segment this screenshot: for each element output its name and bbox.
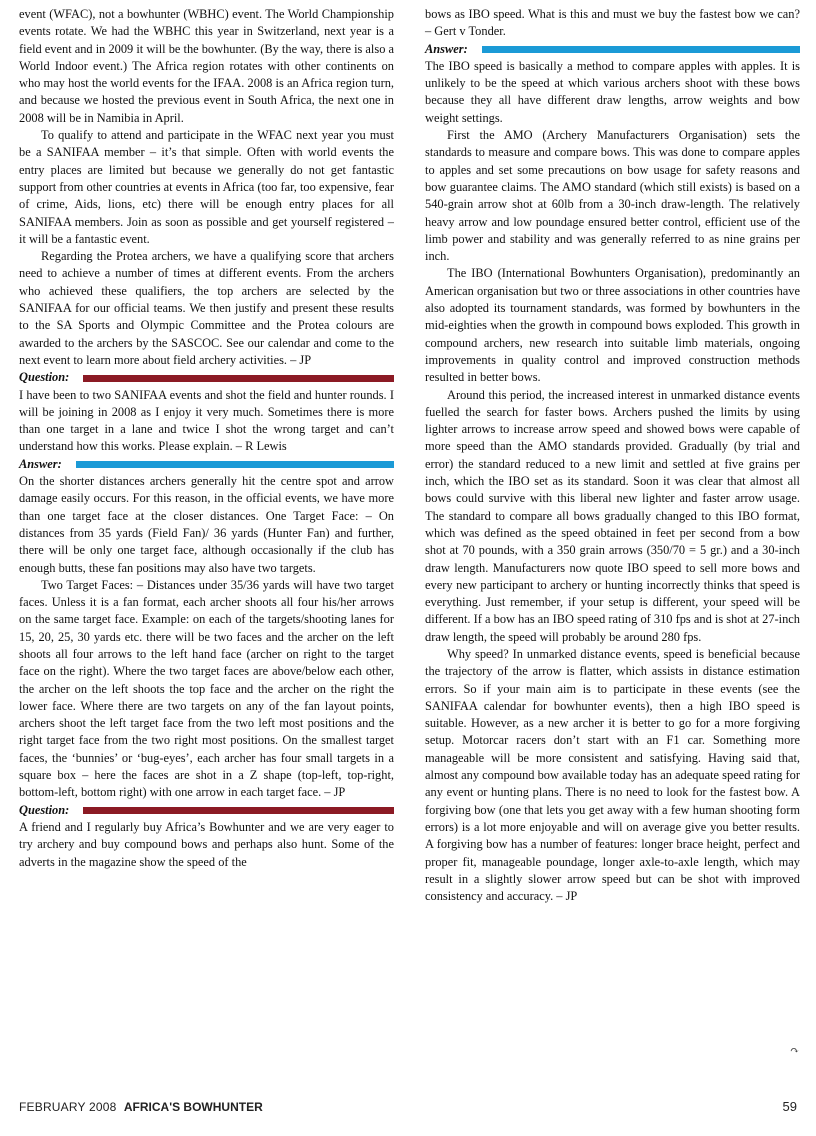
magazine-title: AFRICA'S BOWHUNTER xyxy=(123,1100,263,1114)
question-text: I have been to two SANIFAA events and shot the field and hunter rounds. I will be joining in 2008 as I enjoy it very much. Sometimes there is more than one target in a lane and twice I shot the wrong target and can’t understand how this works. Please explain. – R Lewis xyxy=(19,387,394,454)
answer-divider-bar xyxy=(76,461,394,468)
question-heading xyxy=(19,802,394,819)
left-column xyxy=(19,6,394,871)
answer-paragraph: Why speed? In unmarked distance events, speed is beneficial because the trajectory of the arrow is flatter, which assists in distance estimation errors. So if your main aim is to participate in these events (see the SANIFAA calendar for bowhunter events), then a high IBO speed is suitable. However, as a new archer it is better to go for a more forgiving setup. Motorcar racers don’t start with an F1 car. Something more manageable will be more consistent and satisfying. Having said that, almost any compound bow available today has an adequate speed rating for any event or hunting plans. There is no need to look for the fastest bow. A forgiving bow (one that lets you get away with a few human shooting form errors) is a lot more enjoyable and will on average give you better results. A forgiving bow has a number of features: longer brace height, perfect and proper fit, manageable poundage, longer axle-to-axle length, which may result in a slightly slower arrow speed but can be shot with improved consistency and accuracy. – JP xyxy=(425,646,800,904)
answer-label: Answer: xyxy=(19,456,62,471)
question-text-continued: bows as IBO speed. What is this and must we buy the fastest bow we can? – Gert v Tonder. xyxy=(425,7,800,39)
answer-paragraph: First the AMO (Archery Manufacturers Organisation) sets the standards to measure and compare bows. This was done to compare apples to apples and set some precautions on bow usage for safety reasons and bow guarantee claims. The AMO standard (which still exists) is based on a 540-grain arrow shot at 60lb from a 30-inch draw-length. The relatively heavy arrow and low poundage ensured better control, efficient use of the limb power and stability and was generally referred to as nine grains per inch. xyxy=(425,128,800,264)
issue-date: FEBRUARY 2008 xyxy=(19,1100,117,1114)
question-divider-bar xyxy=(83,375,394,382)
answer-paragraph: Around this period, the increased interest in unmarked distance events fuelled the search for faster bows. Archers pushed the limits by using lighter arrows to increase arrow speed and showed bows were capable of more speed than the AMO standards provided. Gradually (by trial and error) the standard reduced to a new limit and settled at five grains per inch, which the IBO set as its standard. Soon it was clear that almost all bows could survive with this liberal new lighter and faster arrow usage. The standard to compare all bows gradually changed to this IBO format, which was defined as the speed obtained in feet per second from a bow shot at 70 pounds, with a 350 grain arrows (350/70 = 5 gr.) and a 30-inch draw length. Manufacturers now quote IBO speed to sell more bows and every new participant to archery or hunting incorrectly thinks that speed is everything. Just remember, if your setup is different, your speed will be different. If a bow has an IBO speed rating of 310 fps and is shot at 27-inch draw length, the speed will probably be around 280 fps. xyxy=(425,387,800,644)
answer-paragraph: Two Target Faces: – Distances under 35/36 yards will have two target faces. Unless it is a fan format, each archer shoots all four his/her arrows on the same target face. Example: on each of the targets/shooting lanes for 15, 20, 25, 30 yards etc. there will be two faces and the archer on the left shoots all four arrows to the left hand face (archer on right to the target face on the right). Where the two target faces are above/below each other, the archer on the left shoots the top face and the archer on the right the lower face. Where there are two targets on any of the fan layout points, archers shoot the left target face from the two left most positions and the right target face from the two right most positions. On the smallest target faces, the ‘bunnies’ or ‘bug-eyes’, each archer has four small targets in a square box – here the faces are shot in a Z shape (top-left, top-right, bottom-left, bottom right) with one arrow in each target face. – JP xyxy=(19,577,394,800)
page-number: 59 xyxy=(782,1099,797,1114)
body-paragraph: event (WFAC), not a bowhunter (WBHC) event. The World Championship events rotate. We had the WBHC this year in Switzerland, next year is a field event and in 2009 it will be the bowhunter. (By the way, there is also a World Indoor event.) The Africa region rotates with other continents on who may host the world events for the IFAA. 2008 is an Africa region turn, and because we hosted the previous event in South Africa, the next one in 2008 will be in Namibia in April. xyxy=(19,7,394,125)
question-label: Question: xyxy=(19,802,70,817)
question-label: Question: xyxy=(19,370,70,385)
answer-paragraph: The IBO (International Bowhunters Organisation), predominantly an American organisation but two or three associations in other countries have also adopted its tournament standards, was formed by bowhunters in the mid-eighties when the growth in compound bows exploded. This growth in compound archers, new research into suitable limb materials, ongoing improvements in quality control and improved construction methods resulted in better bows. xyxy=(425,266,800,385)
answer-divider-bar xyxy=(482,46,800,53)
body-paragraph: To qualify to attend and participate in the WFAC next year you must be a SANIFAA member – it’s that simple. Often with world events the entry places are limited but because we generally do not get fantastic support from other countries at events in Africa (too far, too expensive, fear of crime, Aids, lions, etc) there will be enough entry places for all SANIFAA members. Join as soon as possible and get yourself registered – it will be a fantastic event. xyxy=(19,128,394,246)
answer-heading xyxy=(19,456,394,473)
question-divider-bar xyxy=(83,807,394,814)
body-paragraph: Regarding the Protea archers, we have a qualifying score that archers need to achieve a number of times at different events. From the archers who achieved these qualifiers, the top archers are selected by the SANIFAA for our official teams. We then justify and present these results to the SA Sports and Olympic Committee and the Protea colours are awarded to the archers by the SASCOC. See our calendar and come to the next event to learn more about field archery activities. – JP xyxy=(19,249,394,367)
question-heading xyxy=(19,369,394,386)
answer-heading xyxy=(425,41,800,58)
answer-label: Answer: xyxy=(425,41,468,56)
answer-paragraph: On the shorter distances archers generally hit the centre spot and arrow damage easily occurs. For this reason, in the official events, we have more than one target face at the closer distances. One Target Face: – On distances from 35 yards (Field Fan)/ 36 yards (Hunter Fan) and further, there will be only one target face, although occasionally if the club has enough butts, these fan positions may also have two targets. xyxy=(19,474,394,575)
right-column xyxy=(425,6,800,905)
question-text: A friend and I regularly buy Africa’s Bowhunter and we are very eager to try archery and buy compound bows and perhaps also hunt. Some of the adverts in the magazine show the speed of the xyxy=(19,819,394,869)
article-end-icon: ↷ xyxy=(790,1045,800,1057)
page-footer xyxy=(19,1100,797,1114)
answer-paragraph: The IBO speed is basically a method to compare apples with apples. It is unlikely to be the speed at which various archers shoot with these bows because they all have different draw lengths, arrow weights and bow weight settings. xyxy=(425,58,800,125)
